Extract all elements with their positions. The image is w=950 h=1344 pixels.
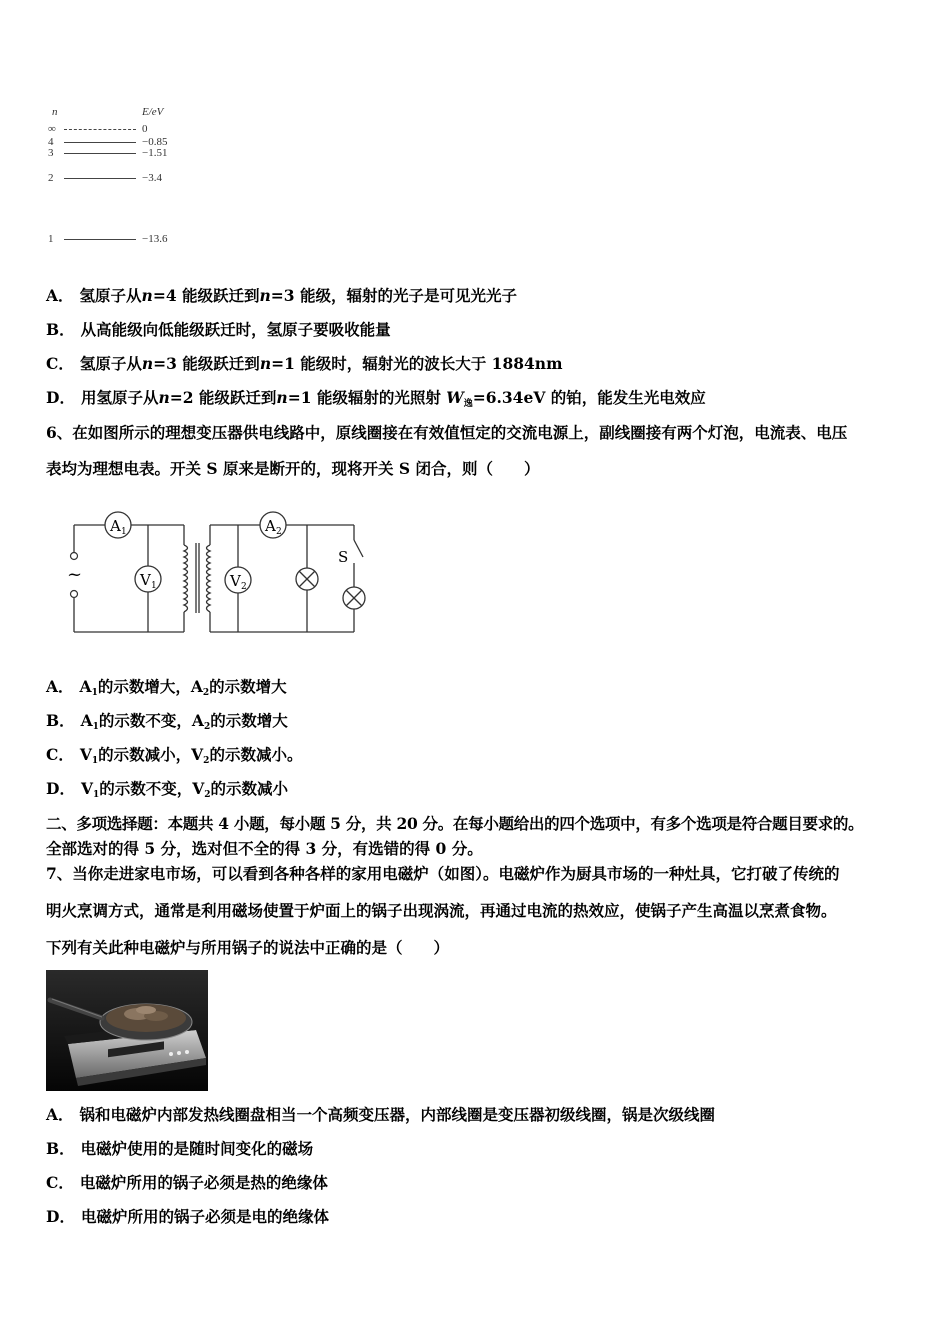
voltmeter-v2-label: V xyxy=(230,572,241,590)
option-letter: B． xyxy=(46,711,75,730)
option-var: n xyxy=(141,354,154,373)
option-subscript: 1 xyxy=(91,688,98,698)
q6-stem-line1: 6、在如图所示的理想变压器供电线路中，原线圈接在有效值恒定的交流电源上，副线圈接有两个灯泡，电流表、电压 xyxy=(46,423,848,442)
voltmeter-v1-label: V xyxy=(140,571,151,589)
option-text: 电磁炉使用的是随时间变化的磁场 xyxy=(80,1139,314,1158)
option-text: V xyxy=(79,745,92,764)
voltmeter-v1-subscript: 1 xyxy=(151,581,157,591)
option-subscript: 1 xyxy=(92,790,100,800)
level-line xyxy=(64,178,136,179)
axis-e-label: E/eV xyxy=(142,106,164,118)
cooker-illustration xyxy=(46,970,208,1091)
q5-option-d xyxy=(46,388,706,414)
option-text: 的示数增大，A xyxy=(97,677,203,696)
induction-cooker-photo xyxy=(46,970,208,1091)
option-text: =4 能级跃迁到 xyxy=(152,286,260,305)
q6-stem-line2: 表均为理想电表。开关 S 原来是断开的，现将开关 S 闭合，则（ ） xyxy=(46,459,540,478)
level-number: 2 xyxy=(48,172,54,184)
option-letter: A． xyxy=(46,1105,74,1124)
option-text: 电磁炉所用的锅子必须是电的绝缘体 xyxy=(80,1207,329,1226)
level-number: 3 xyxy=(48,147,54,159)
option-text: 的示数增大 xyxy=(210,711,288,730)
option-text: =1 能级辐射的光照射 xyxy=(287,388,447,407)
option-text: 的示数减小 xyxy=(210,779,289,798)
option-text: 的示数减小，V xyxy=(98,745,204,764)
option-var: W xyxy=(446,388,464,407)
q7-option-a xyxy=(46,1105,715,1125)
option-letter: C． xyxy=(46,354,74,373)
option-letter: B． xyxy=(46,320,75,339)
option-letter: D． xyxy=(46,388,75,407)
option-text: =2 能级跃迁到 xyxy=(169,388,277,407)
level-line xyxy=(64,239,136,240)
level-energy: −3.4 xyxy=(142,172,162,184)
option-letter: C． xyxy=(46,745,74,764)
q7-option-c xyxy=(46,1173,328,1193)
option-subscript: 2 xyxy=(203,756,210,766)
lamp-2-icon xyxy=(343,587,365,609)
option-text: 的示数不变，A xyxy=(98,711,204,730)
option-subscript: 1 xyxy=(91,756,99,766)
option-text: =6.34eV 的铂，能发生光电效应 xyxy=(472,388,706,407)
option-text: 用氢原子从 xyxy=(80,388,159,407)
option-text: =3 能级跃迁到 xyxy=(153,354,260,373)
level-energy: −1.51 xyxy=(142,147,168,159)
option-text: 从高能级向低能级跃迁时，氢原子要吸收能量 xyxy=(80,320,391,339)
q6-option-c xyxy=(46,745,302,771)
option-var: n xyxy=(259,354,272,373)
level-number: 4 xyxy=(48,136,54,148)
option-text: =1 能级时，辐射光的波长大于 1884nm xyxy=(271,354,563,373)
option-text: 的示数不变，V xyxy=(99,779,205,798)
transformer-circuit-diagram xyxy=(60,505,380,645)
ac-source-symbol: ~ xyxy=(67,564,83,585)
terminal-top xyxy=(71,553,78,560)
level-line xyxy=(64,142,136,143)
option-text: 的示数增大 xyxy=(209,677,287,696)
level-number: ∞ xyxy=(48,123,56,135)
option-letter: A． xyxy=(46,677,74,696)
q5-option-b xyxy=(46,320,391,340)
ammeter-a2-label: A xyxy=(265,517,276,535)
option-text: 锅和电磁炉内部发热线圈盘相当一个高频变压器，内部线圈是变压器初级线圈，锅是次级线圈 xyxy=(79,1105,716,1124)
option-var: n xyxy=(259,286,271,305)
option-var: n xyxy=(276,388,288,407)
ammeter-a1-label: A xyxy=(110,517,121,535)
option-subscript: 2 xyxy=(203,722,211,732)
level-inf xyxy=(48,123,218,135)
option-letter: B． xyxy=(46,1139,75,1158)
option-text: A xyxy=(80,711,93,730)
q6-option-a xyxy=(46,677,287,703)
section2-heading-line2: 全部选对的得 5 分，选对但不全的得 3 分，有选错的得 0 分。 xyxy=(46,839,483,858)
option-letter: A． xyxy=(46,286,74,305)
axis-n-label: n xyxy=(52,106,58,118)
q6-option-b xyxy=(46,711,288,737)
option-letter: D． xyxy=(46,779,75,798)
option-letter: D． xyxy=(46,1207,75,1226)
level-line xyxy=(64,153,136,154)
energy-level-diagram xyxy=(48,104,218,254)
option-subscript: 2 xyxy=(204,790,211,800)
ammeter-a2-subscript: 2 xyxy=(276,527,282,537)
level-3 xyxy=(48,147,218,159)
switch-s-label: S xyxy=(338,548,349,566)
option-subscript: 1 xyxy=(92,722,99,732)
q7-option-b xyxy=(46,1139,313,1159)
option-text: 氢原子从 xyxy=(79,286,142,305)
q7-stem-line1: 7、当你走进家电市场，可以看到各种各样的家用电磁炉（如图）。电磁炉作为厨具市场的一种灶具，它打破了传统的 xyxy=(46,864,840,883)
ammeter-a1-subscript: 1 xyxy=(121,527,127,537)
q7-stem-line2: 明火烹调方式，通常是利用磁场使置于炉面上的锅子出现涡流，再通过电流的热效应，使锅子产生高温以烹煮食物。 xyxy=(46,901,837,920)
q7-stem-line3: 下列有关此种电磁炉与所用锅子的说法中正确的是（ ） xyxy=(46,938,450,957)
q6-option-d xyxy=(46,779,288,805)
level-energy: 0 xyxy=(142,123,148,135)
level-2 xyxy=(48,172,218,184)
option-text: 电磁炉所用的锅子必须是热的绝缘体 xyxy=(79,1173,328,1192)
level-number: 1 xyxy=(48,233,54,245)
q7-option-d xyxy=(46,1207,329,1227)
level-line xyxy=(64,129,136,130)
level-energy: −13.6 xyxy=(142,233,168,245)
option-text: 氢原子从 xyxy=(79,354,142,373)
option-var: n xyxy=(141,286,153,305)
option-subscript: 2 xyxy=(202,688,210,698)
section2-heading-line1: 二、多项选择题：本题共 4 小题，每小题 5 分，共 20 分。在每小题给出的四个选项中，有多个选项是符合题目要求的。 xyxy=(46,814,864,833)
lamp-1-icon xyxy=(296,568,318,590)
q5-option-c xyxy=(46,354,562,374)
option-text: 的示数减小。 xyxy=(209,745,303,764)
option-text: V xyxy=(80,779,93,798)
option-subscript: 逸 xyxy=(463,399,473,409)
voltmeter-v2-subscript: 2 xyxy=(241,582,247,592)
option-var: n xyxy=(158,388,170,407)
level-energy: −0.85 xyxy=(142,136,168,148)
option-text: A xyxy=(79,677,92,696)
option-letter: C． xyxy=(46,1173,74,1192)
option-text: =3 能级，辐射的光子是可见光光子 xyxy=(270,286,517,305)
q5-option-a xyxy=(46,286,517,306)
terminal-bottom xyxy=(71,591,78,598)
level-1 xyxy=(48,233,218,245)
